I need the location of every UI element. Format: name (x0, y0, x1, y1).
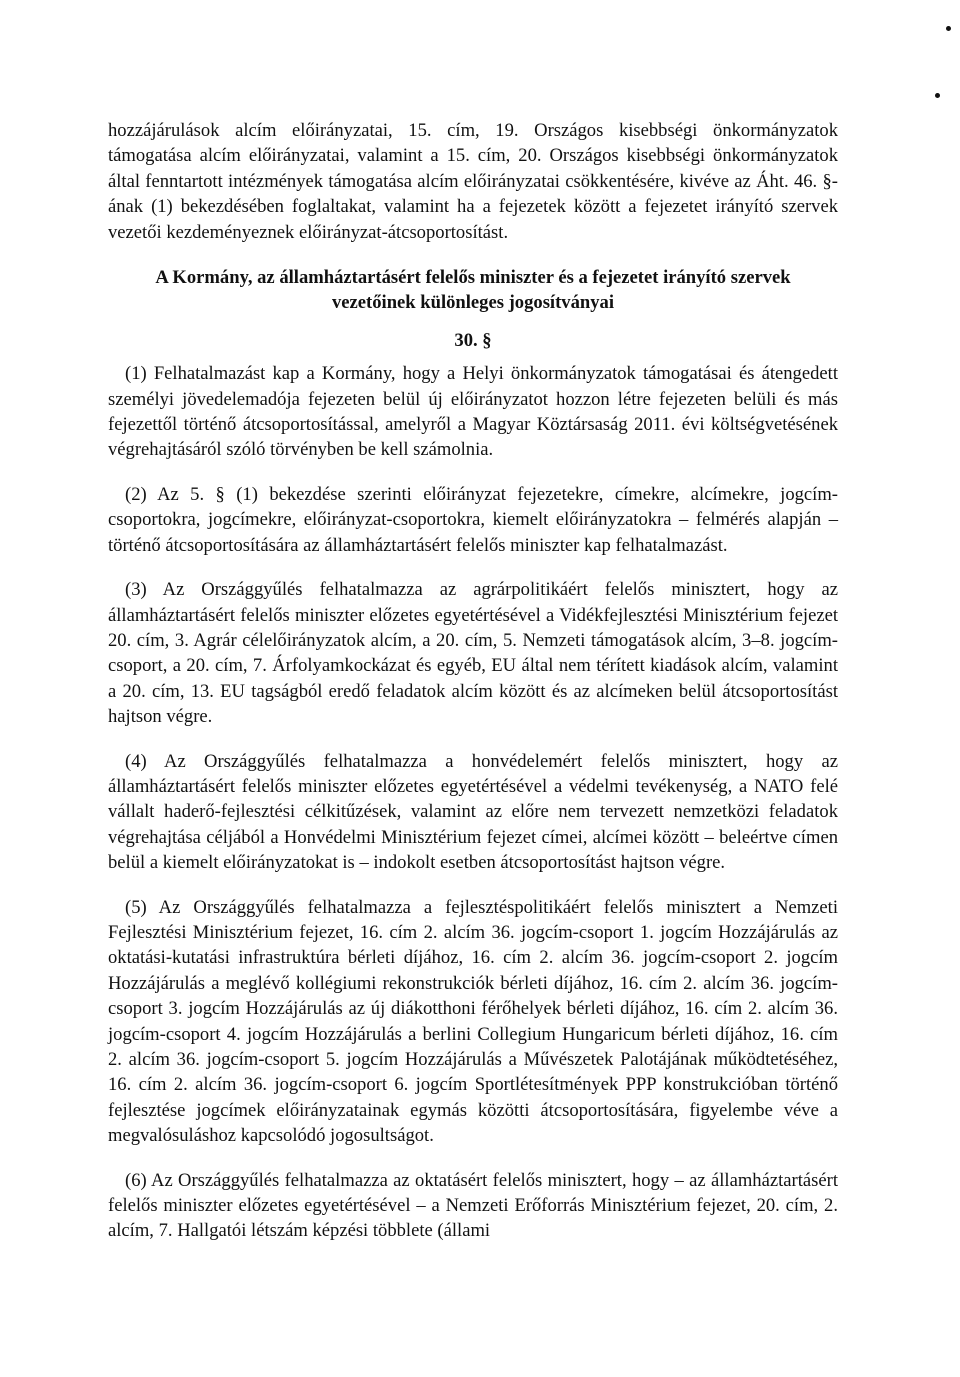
scan-speck (935, 93, 940, 98)
paragraph-3: (3) Az Országgyűlés felhatalmazza az agrárpolitikáért felelős minisztert, hogy az államháztartásért felelős miniszter előzetes egyetértésével a Vidékfejlesztési Minisztérium fejezet 20. cím, 3. Agrár célelőirányzatok alcím, a 20. cím, 5. Nemzeti támogatások alcím, 3–8. jogcím-csoport, a 20. cím, 7. Árfolyamkockázat és egyéb, EU által nem térített kiadások alcím, valamint a 20. cím, 13. EU tagságból eredő feladatok alcím között és az alcímeken belül átcsoportosítást hajtson végre. (108, 579, 838, 728)
paragraph-1: (1) Felhatalmazást kap a Kormány, hogy a Helyi önkormányzatok támogatásai és átengedett személyi jövedelemadója fejezeten belül új előirányzatot hozzon létre fejezeten belüli és más fejezettől történő átcsoportosítással, amelyről a Magyar Köztársaság 2011. évi költségvetésének végrehajtásáról szóló törvényben be kell számolnia. (108, 363, 838, 461)
intro-paragraph: hozzájárulások alcím előirányzatai, 15. cím, 19. Országos kisebbségi önkormányzatok támogatása alcím előirányzatai, valamint a 15. cím, 20. Országos kisebbségi önkormányzatok által fenntartott intézmények támogatása alcím előirányzatai csökkentésére, kivéve az Áht. 46. §-ának (1) bekezdésében foglaltakat, valamint ha a fejezetek között a fejezetet irányító szervek vezetői kezdeményeznek előirányzat-átcsoportosítást. (108, 120, 838, 243)
section-number: 30. § (454, 329, 492, 351)
paragraph-5: (5) Az Országgyűlés felhatalmazza a fejlesztéspolitikáért felelős minisztert a Nemzeti Fejlesztési Minisztérium fejezet, 16. cím 2. alcím 36. jogcím-csoport 1. jogcím Hozzájárulás az oktatási-kutatási infrastruktúra bérleti díjához, 16. cím 2. alcím 36. jogcím-csoport 2. jogcím Hozzájárulás a meglévő kollégiumi rekonstrukciók bérleti díjához, 16. cím 2. alcím 36. jogcím-csoport 3. jogcím Hozzájárulás az új diákotthoni férőhelyek bérleti díjához, 16. cím 2. alcím 36. jogcím-csoport 4. jogcím Hozzájárulás a berlini Collegium Hungaricum bérleti díjához, 16. cím 2. alcím 36. jogcím-csoport 5. jogcím Hozzájárulás a Művészetek Palotájának működtetéséhez, 16. cím 2. alcím 36. jogcím-csoport 6. jogcím Sportlétesítmények PPP konstrukcióban történő fejlesztése jogcímek előirányzatainak egymás közötti átcsoportosítására, figyelembe véve a megvalósuláshoz kapcsolódó jogosultságot. (108, 896, 838, 1147)
scan-speck (946, 26, 951, 31)
document-body (108, 118, 838, 1263)
paragraph-2: (2) Az 5. § (1) bekezdése szerinti előirányzat fejezetekre, címekre, alcímekre, jogcím-csoportokra, jogcímekre, előirányzat-csoportokra, kiemelt előirányzatokra – felmérés alapján – történő átcsoportosítására az államháztartásért felelős miniszter kap felhatalmazást. (108, 483, 838, 556)
section-heading: A Kormány, az államháztartásért felelős miniszter és a fejezetet irányító szervek vezetőinek különleges jogosítványai (155, 267, 791, 314)
paragraph-6: (6) Az Országgyűlés felhatalmazza az oktatásért felelős minisztert, hogy – az államháztartásért felelős miniszter előzetes egyetértésével – a Nemzeti Erőforrás Minisztérium fejezet, 20. cím, 2. alcím, 7. Hallgatói létszám képzési többlete (állami (108, 1169, 838, 1242)
paragraph-4: (4) Az Országgyűlés felhatalmazza a honvédelemért felelős minisztert, hogy az államháztartásért felelős miniszter előzetes egyetértésével a védelmi tevékenység, a NATO felé vállalt haderő-fejlesztési célkitűzések, valamint az előre nem tervezett nemzetközi feladatok végrehajtása céljából a Honvédelmi Minisztérium fejezet címei, alcímei között – beleértve címen belül a kiemelt előirányzatokat is – indokolt esetben átcsoportosítást hajtson végre. (108, 750, 838, 874)
